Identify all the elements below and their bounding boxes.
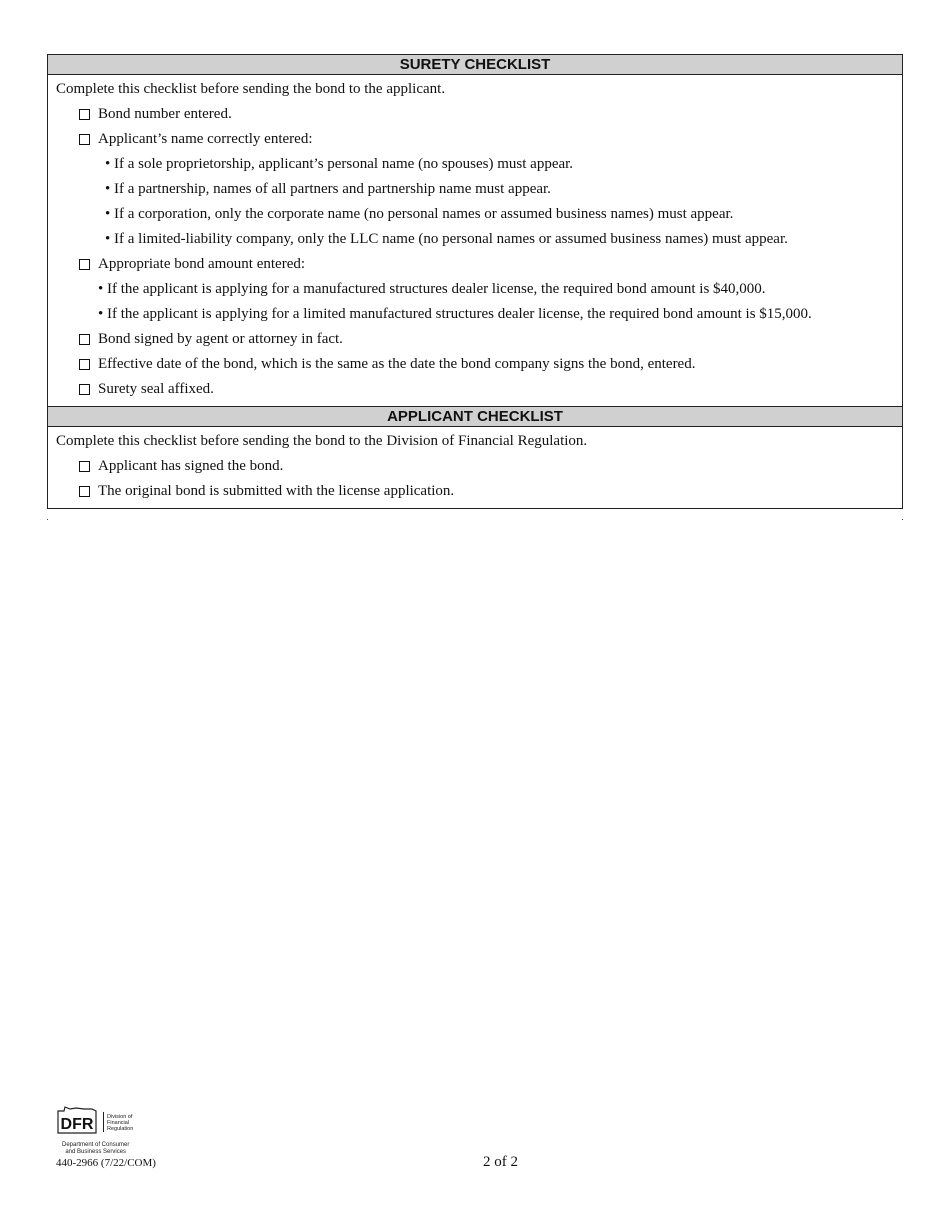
name-rule-sole-proprietorship: • If a sole proprietorship, applicant’s personal name (no spouses) must appear. [105, 156, 574, 172]
checklist-item-bond-amount [48, 252, 902, 277]
checklist-item-label: Applicant’s name correctly entered: [98, 131, 313, 147]
amount-rule-limited-dealer: • If the applicant is applying for a limited manufactured structures dealer license, the required bond amount is $15,000. [98, 306, 812, 322]
applicant-checklist-header: APPLICANT CHECKLIST [48, 406, 902, 427]
form-number: 440-2966 (7/22/COM) [56, 1157, 156, 1169]
surety-intro: Complete this checklist before sending the bond to the applicant. [56, 81, 446, 97]
checkbox[interactable] [79, 384, 90, 395]
surety-checklist-body [48, 75, 902, 406]
logo-division-name: Division of Financial Regulation [107, 1114, 134, 1132]
checklist-item-surety-seal [48, 377, 902, 402]
checklist-item-label: Bond signed by agent or attorney in fact. [98, 331, 343, 347]
amount-rule-dealer: • If the applicant is applying for a manufactured structures dealer license, the required bond amount is $40,000. [98, 281, 766, 297]
checkbox[interactable] [79, 334, 90, 345]
checklist-item-effective-date [48, 352, 902, 377]
logo-mark: DFR [60, 1116, 94, 1133]
page-number: 2 of 2 [483, 1154, 518, 1170]
checkbox[interactable] [79, 359, 90, 370]
checklist-item-label: Bond number entered. [98, 106, 232, 122]
checklist-item-label: Surety seal affixed. [98, 381, 214, 397]
crop-mark-left [47, 519, 48, 520]
logo-department-name: Department of Consumer and Business Services [62, 1142, 130, 1155]
surety-checklist-header: SURETY CHECKLIST [48, 55, 902, 75]
name-rule-corporation: • If a corporation, only the corporate name (no personal names or assumed business names) must appear. [105, 206, 734, 222]
name-rule-llc: • If a limited-liability company, only the LLC name (no personal names or assumed business names) must appear. [105, 231, 788, 247]
crop-mark-right [902, 519, 903, 520]
checklist-item-label: Appropriate bond amount entered: [98, 256, 306, 272]
checklist-table [47, 54, 903, 509]
dfr-logo [56, 1105, 166, 1157]
applicant-intro: Complete this checklist before sending the bond to the Division of Financial Regulation. [56, 433, 588, 449]
checklist-item-label: Applicant has signed the bond. [98, 458, 284, 474]
name-rule-partnership: • If a partnership, names of all partners and partnership name must appear. [105, 181, 551, 197]
checklist-item-signed-by-agent [48, 327, 902, 352]
oregon-outline-icon [56, 1105, 101, 1135]
checkbox[interactable] [79, 134, 90, 145]
checklist-item-applicant-name [48, 127, 902, 152]
checklist-item-original-submitted [48, 479, 902, 504]
checklist-item-applicant-signed [48, 454, 902, 479]
applicant-checklist-body [48, 427, 902, 508]
checklist-item-label: Effective date of the bond, which is the same as the date the bond company signs the bond, entered. [98, 356, 696, 372]
checkbox[interactable] [79, 486, 90, 497]
checklist-item-bond-number [48, 102, 902, 127]
checklist-item-label: The original bond is submitted with the license application. [98, 483, 455, 499]
logo-divider [103, 1112, 104, 1132]
checkbox[interactable] [79, 259, 90, 270]
checkbox[interactable] [79, 461, 90, 472]
checkbox[interactable] [79, 109, 90, 120]
